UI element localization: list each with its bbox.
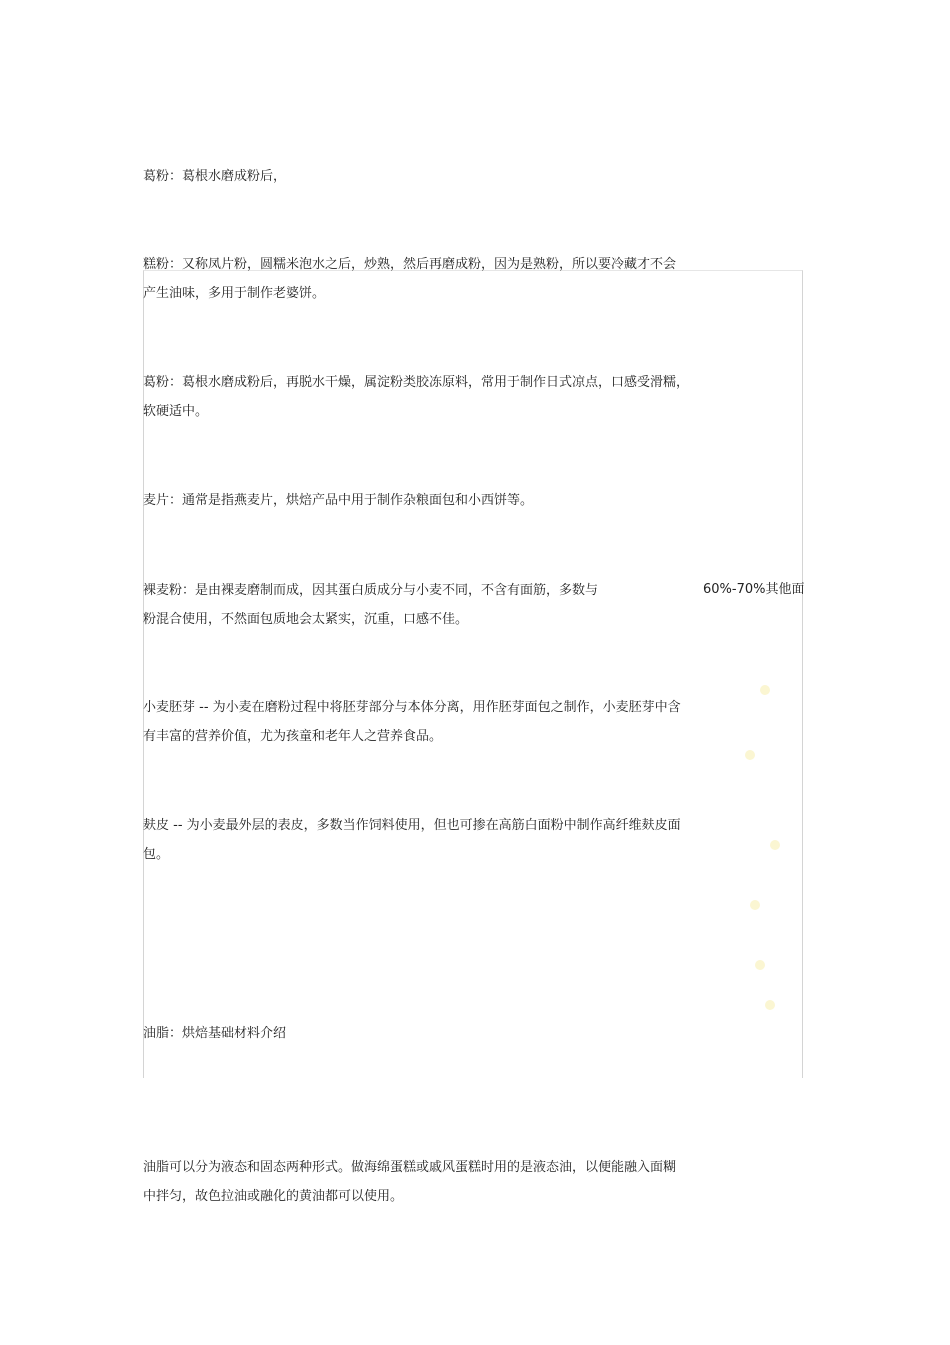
text-line: 葛粉：葛根水磨成粉后，再脱水干燥，属淀粉类胶冻原料，常用于制作日式凉点，口感受滑糯，	[143, 375, 690, 390]
paragraph-3	[143, 368, 733, 426]
text-line: 有丰富的营养价值，尤为孩童和老年人之营养食品。	[143, 729, 443, 744]
section-heading-fats	[143, 1019, 733, 1048]
paragraph-5	[143, 576, 733, 634]
paragraph-6	[143, 693, 733, 751]
paragraph-9	[143, 1153, 733, 1211]
text-line: 包。	[143, 847, 170, 862]
text-line: 小麦胚芽 -- 为小麦在磨粉过程中将胚芽部分与本体分离，用作胚芽面包之制作，小麦胚芽中含	[143, 700, 681, 715]
text-line: 麦片：通常是指燕麦片，烘焙产品中用于制作杂粮面包和小西饼等。	[143, 493, 534, 508]
text-line: 麸皮 -- 为小麦最外层的表皮，多数当作饲料使用，但也可掺在高筋白面粉中制作高纤维麸皮面	[143, 818, 681, 833]
paragraph-7	[143, 811, 733, 869]
text-line: 产生油味，多用于制作老婆饼。	[143, 286, 326, 301]
text-line: 裸麦粉：是由裸麦磨制而成，因其蛋白质成分与小麦不同，不含有面筋，多数与	[143, 583, 599, 598]
rye-ratio-text: 60%-70%其他面	[703, 582, 805, 597]
text-line: 葛粉：葛根水磨成粉后，	[143, 169, 287, 184]
text-line: 糕粉：又称凤片粉，圆糯米泡水之后，炒熟，然后再磨成粉，因为是熟粉，所以要冷藏才不会	[143, 257, 677, 272]
paragraph-2	[143, 250, 733, 308]
text-line: 粉混合使用，不然面包质地会太紧实，沉重，口感不佳。	[143, 612, 469, 627]
text-line: 油脂可以分为液态和固态两种形式。做海绵蛋糕或戚风蛋糕时用的是液态油，以便能融入面糊	[143, 1160, 677, 1175]
text-line: 软硬适中。	[143, 404, 209, 419]
decorative-dots	[735, 650, 805, 1070]
text-line: 油脂：烘焙基础材料介绍	[143, 1026, 287, 1041]
paragraph-4	[143, 486, 733, 515]
paragraph-1	[143, 162, 733, 191]
text-line: 中拌匀，故色拉油或融化的黄油都可以使用。	[143, 1189, 404, 1204]
